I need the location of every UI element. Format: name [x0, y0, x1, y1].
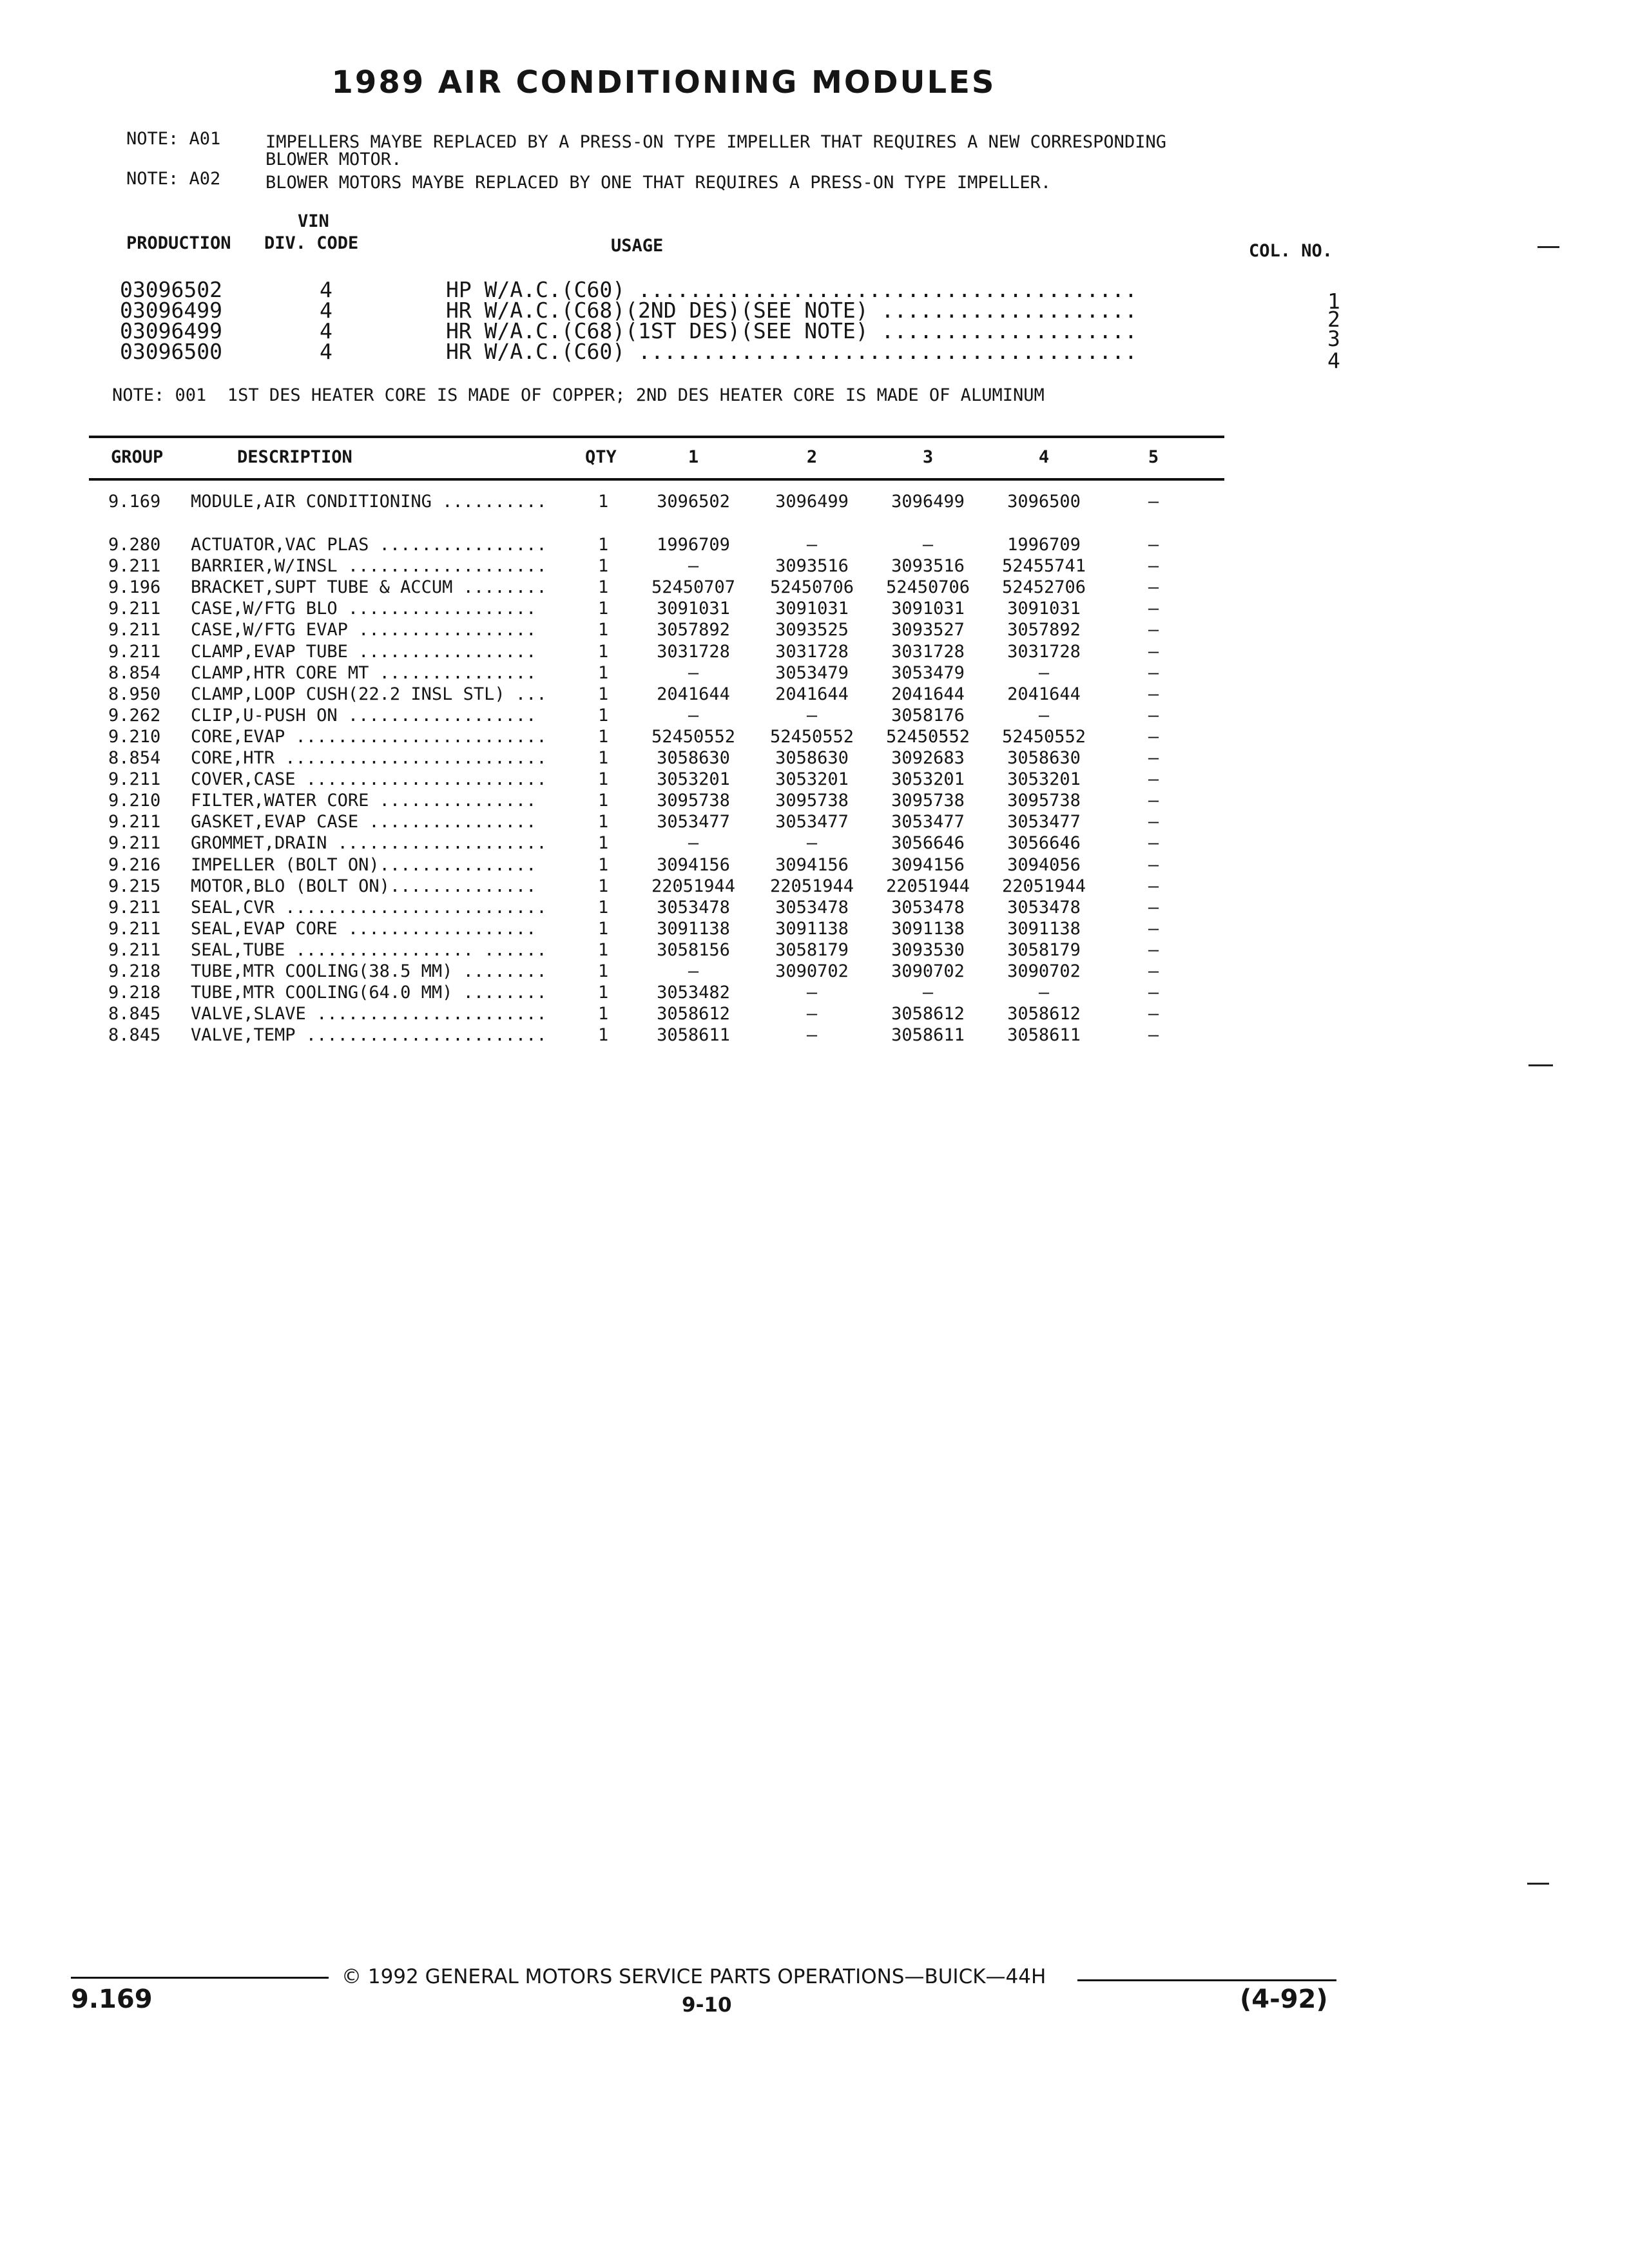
qty-cell: 1	[598, 919, 609, 939]
col-1-cell: 3058156	[657, 940, 730, 960]
table-row	[0, 748, 1629, 769]
footer-section: 9.169	[71, 1984, 153, 2014]
table-row	[0, 1025, 1629, 1046]
col-4-cell: 3058179	[1007, 940, 1081, 960]
qty-cell: 1	[598, 663, 609, 683]
qty-cell: 1	[598, 748, 609, 768]
col-3-header: 3	[922, 447, 934, 467]
vin-header: VIN	[298, 211, 329, 231]
col-4-cell: —	[1038, 706, 1050, 726]
col-3-cell: 52450706	[885, 577, 970, 597]
col-1-cell: 2041644	[657, 684, 730, 704]
col-3-cell: 22051944	[885, 876, 970, 896]
col-5-cell: —	[1148, 812, 1159, 832]
col-3-cell: 2041644	[891, 684, 965, 704]
description-cell: VALVE,SLAVE ......................	[191, 1004, 547, 1024]
group-cell: 9.216	[108, 855, 161, 875]
table-header-rule	[89, 478, 1224, 481]
col-3-cell: 3093527	[891, 620, 965, 640]
qty-cell: 1	[598, 855, 609, 875]
qty-cell: 1	[598, 791, 609, 811]
qty-cell: 1	[598, 1004, 609, 1024]
col-3-cell: 3058612	[891, 1004, 965, 1024]
col-3-cell: 3053478	[891, 898, 965, 918]
col-3-cell: 3058176	[891, 706, 965, 726]
group-cell: 9.280	[108, 535, 161, 555]
col-number: 2	[1327, 307, 1340, 332]
col-4-cell: 3058612	[1007, 1004, 1081, 1024]
col-4-cell: 3053477	[1007, 812, 1081, 832]
col-5-cell: —	[1148, 620, 1159, 640]
production-number: 03096500	[120, 339, 222, 364]
group-cell: 9.211	[108, 919, 161, 939]
production-number: 03096499	[120, 318, 222, 343]
description-cell: CORE,HTR .........................	[191, 748, 547, 768]
description-cell: TUBE,MTR COOLING(64.0 MM) ........	[191, 983, 547, 1003]
col-1-cell: 3053201	[657, 769, 730, 789]
margin-mark	[1528, 1064, 1553, 1066]
group-cell: 9.211	[108, 898, 161, 918]
qty-cell: 1	[598, 812, 609, 832]
qty-column-header: QTY	[585, 447, 617, 467]
col-1-cell: 1996709	[657, 535, 730, 555]
table-row	[0, 642, 1629, 663]
qty-cell: 1	[598, 898, 609, 918]
description-cell: ACTUATOR,VAC PLAS ................	[191, 535, 547, 555]
col-1-cell: 3053482	[657, 983, 730, 1003]
div-code: 4	[320, 277, 333, 302]
table-row	[0, 535, 1629, 556]
table-row	[0, 599, 1629, 620]
col-5-cell: —	[1148, 833, 1159, 853]
description-cell: CASE,W/FTG BLO ..................	[191, 599, 537, 619]
usage-text: HR W/A.C.(C60) .......................................	[446, 339, 1137, 364]
col-4-cell: 3058611	[1007, 1025, 1081, 1045]
group-cell: 9.169	[108, 492, 161, 512]
description-cell: CORE,EVAP ........................	[191, 727, 547, 747]
description-cell: IMPELLER (BOLT ON)...............	[191, 855, 537, 875]
col-2-cell: —	[806, 833, 818, 853]
col-4-cell: 3091031	[1007, 599, 1081, 619]
group-cell: 8.845	[108, 1025, 161, 1045]
col-2-cell: 3053479	[775, 663, 849, 683]
col-2-cell: 52450552	[769, 727, 854, 747]
col-5-cell: —	[1148, 855, 1159, 875]
col-4-cell: 2041644	[1007, 684, 1081, 704]
group-cell: 8.845	[108, 1004, 161, 1024]
usage-text: HR W/A.C.(C68)(2ND DES)(SEE NOTE) ....................	[446, 298, 1137, 323]
col-3-cell: 3095738	[891, 791, 965, 811]
col-3-cell: 3093530	[891, 940, 965, 960]
col-3-cell: 3053477	[891, 812, 965, 832]
description-cell: MODULE,AIR CONDITIONING ..........	[191, 492, 547, 512]
col-5-cell: —	[1148, 940, 1159, 960]
usage-text: HR W/A.C.(C68)(1ST DES)(SEE NOTE) ....................	[446, 318, 1137, 343]
group-cell: 9.211	[108, 940, 161, 960]
footer-date: (4-92)	[1240, 1984, 1328, 2014]
col-2-cell: 3058630	[775, 748, 849, 768]
col-4-cell: 3095738	[1007, 791, 1081, 811]
production-header: PRODUCTION	[126, 233, 231, 253]
table-row	[0, 556, 1629, 577]
col-4-cell: 3053478	[1007, 898, 1081, 918]
group-cell: 9.196	[108, 577, 161, 597]
description-cell: CLAMP,EVAP TUBE .................	[191, 642, 537, 662]
table-row	[0, 876, 1629, 898]
col-1-cell: 3058630	[657, 748, 730, 768]
col-2-cell: 3090702	[775, 961, 849, 981]
col-1-cell: 3058612	[657, 1004, 730, 1024]
description-cell: COVER,CASE .......................	[191, 769, 547, 789]
production-number: 03096502	[120, 277, 222, 302]
description-cell: CLAMP,HTR CORE MT ...............	[191, 663, 537, 683]
group-cell: 9.215	[108, 876, 161, 896]
col-1-cell: —	[688, 961, 699, 981]
description-column-header: DESCRIPTION	[237, 447, 352, 467]
table-row	[0, 983, 1629, 1004]
description-cell: BRACKET,SUPT TUBE & ACCUM ........	[191, 577, 547, 597]
col-1-cell: 3095738	[657, 791, 730, 811]
col-5-cell: —	[1148, 556, 1159, 576]
col-1-cell: 22051944	[651, 876, 736, 896]
col-2-cell: 3094156	[775, 855, 849, 875]
col-1-cell: —	[688, 706, 699, 726]
col-4-cell: 3053201	[1007, 769, 1081, 789]
note-a02-label: NOTE: A02	[126, 169, 221, 189]
col-4-cell: 3058630	[1007, 748, 1081, 768]
col-3-cell: 3031728	[891, 642, 965, 662]
table-row	[0, 727, 1629, 748]
description-cell: CASE,W/FTG EVAP .................	[191, 620, 537, 640]
col-4-cell: 3031728	[1007, 642, 1081, 662]
group-cell: 9.262	[108, 706, 161, 726]
col-4-cell: 1996709	[1007, 535, 1081, 555]
col-1-cell: 52450552	[651, 727, 736, 747]
col-5-cell: —	[1148, 983, 1159, 1003]
col-2-cell: 3095738	[775, 791, 849, 811]
table-row	[0, 898, 1629, 919]
col-5-cell: —	[1148, 663, 1159, 683]
col-5-cell: —	[1148, 599, 1159, 619]
col-5-cell: —	[1148, 535, 1159, 555]
description-cell: VALVE,TEMP .......................	[191, 1025, 547, 1045]
div-code: 4	[320, 339, 333, 364]
table-row	[0, 833, 1629, 854]
table-row	[0, 812, 1629, 833]
col-1-cell: 3091138	[657, 919, 730, 939]
col-3-cell: 3094156	[891, 855, 965, 875]
margin-mark	[1527, 1883, 1549, 1885]
qty-cell: 1	[598, 876, 609, 896]
col-number: 3	[1327, 326, 1340, 351]
col-3-cell: 3092683	[891, 748, 965, 768]
col-2-cell: 3031728	[775, 642, 849, 662]
usage-header: USAGE	[611, 236, 664, 256]
table-row	[0, 940, 1629, 961]
description-cell: SEAL,EVAP CORE ..................	[191, 919, 537, 939]
col-1-header: 1	[688, 447, 699, 467]
col-2-cell: 2041644	[775, 684, 849, 704]
col-5-cell: —	[1148, 898, 1159, 918]
col-number: 1	[1327, 289, 1340, 314]
qty-cell: 1	[598, 833, 609, 853]
col-2-cell: 52450706	[769, 577, 854, 597]
group-cell: 9.210	[108, 791, 161, 811]
description-cell: SEAL,CVR .........................	[191, 898, 547, 918]
group-cell: 8.950	[108, 684, 161, 704]
table-row-module	[0, 492, 1629, 513]
qty-cell: 1	[598, 556, 609, 576]
table-row	[0, 919, 1629, 940]
description-cell: TUBE,MTR COOLING(38.5 MM) ........	[191, 961, 547, 981]
col-4-cell: 52455741	[1001, 556, 1086, 576]
col-1-cell: 3053477	[657, 812, 730, 832]
table-row	[0, 663, 1629, 684]
note-a01-text-continued: BLOWER MOTOR.	[265, 149, 402, 169]
table-row	[0, 791, 1629, 812]
qty-cell: 1	[598, 620, 609, 640]
col-1-cell: 3096502	[657, 492, 730, 512]
col-3-cell: 3053201	[891, 769, 965, 789]
qty-cell: 1	[598, 642, 609, 662]
description-cell: GASKET,EVAP CASE ................	[191, 812, 537, 832]
col-5-cell: —	[1148, 642, 1159, 662]
col-5-cell: —	[1148, 791, 1159, 811]
group-cell: 9.211	[108, 556, 161, 576]
group-cell: 9.211	[108, 599, 161, 619]
qty-cell: 1	[598, 684, 609, 704]
group-cell: 9.211	[108, 812, 161, 832]
table-top-rule	[89, 436, 1224, 438]
col-4-header: 4	[1038, 447, 1050, 467]
footer-page-number: 9-10	[682, 1994, 732, 2017]
description-cell: CLAMP,LOOP CUSH(22.2 INSL STL) ...	[191, 684, 547, 704]
note-a02-text: BLOWER MOTORS MAYBE REPLACED BY ONE THAT REQUIRES A PRESS-ON TYPE IMPELLER.	[265, 173, 1052, 193]
col-2-cell: —	[806, 983, 818, 1003]
col-5-cell: —	[1148, 492, 1159, 512]
note-a01-label: NOTE: A01	[126, 129, 221, 149]
col-3-cell: 3096499	[891, 492, 965, 512]
qty-cell: 1	[598, 1025, 609, 1045]
col-5-cell: —	[1148, 684, 1159, 704]
col-2-cell: 3053478	[775, 898, 849, 918]
description-cell: FILTER,WATER CORE ...............	[191, 791, 537, 811]
col-4-cell: 3056646	[1007, 833, 1081, 853]
qty-cell: 1	[598, 961, 609, 981]
qty-cell: 1	[598, 535, 609, 555]
table-header	[0, 447, 1629, 468]
col-1-cell: —	[688, 833, 699, 853]
col-5-cell: —	[1148, 876, 1159, 896]
col-3-cell: 3091031	[891, 599, 965, 619]
usage-text: HP W/A.C.(C60) .......................................	[446, 277, 1137, 302]
col-1-cell: 3091031	[657, 599, 730, 619]
qty-cell: 1	[598, 577, 609, 597]
col-4-cell: 3091138	[1007, 919, 1081, 939]
col-3-cell: 3056646	[891, 833, 965, 853]
footer-copyright: © 1992 GENERAL MOTORS SERVICE PARTS OPERATIONS—BUICK—44H	[342, 1965, 1046, 1988]
col-number: 4	[1327, 348, 1340, 373]
group-column-header: GROUP	[111, 447, 164, 467]
div-code: 4	[320, 298, 333, 323]
col-3-cell: —	[922, 535, 934, 555]
page-title: 1989 AIR CONDITIONING MODULES	[331, 64, 996, 101]
col-3-cell: 3058611	[891, 1025, 965, 1045]
col-2-header: 2	[806, 447, 818, 467]
col-5-cell: —	[1148, 769, 1159, 789]
col-4-cell: 22051944	[1001, 876, 1086, 896]
col-4-cell: 52450552	[1001, 727, 1086, 747]
col-3-cell: 3053479	[891, 663, 965, 683]
col-5-cell: —	[1148, 961, 1159, 981]
col-no-header: COL. NO.	[1249, 241, 1333, 261]
col-4-cell: —	[1038, 983, 1050, 1003]
note-a01-text: IMPELLERS MAYBE REPLACED BY A PRESS-ON TYPE IMPELLER THAT REQUIRES A NEW CORRESPONDING	[265, 132, 1166, 152]
col-5-header: 5	[1148, 447, 1159, 467]
col-3-cell: —	[922, 983, 934, 1003]
col-2-cell: 3093525	[775, 620, 849, 640]
description-cell: MOTOR,BLO (BOLT ON)..............	[191, 876, 537, 896]
group-cell: 9.218	[108, 961, 161, 981]
col-1-cell: 3094156	[657, 855, 730, 875]
qty-cell: 1	[598, 983, 609, 1003]
col-2-cell: —	[806, 1025, 818, 1045]
col-2-cell: 3053477	[775, 812, 849, 832]
table-row	[0, 706, 1629, 727]
description-cell: GROMMET,DRAIN ....................	[191, 833, 547, 853]
qty-cell: 1	[598, 940, 609, 960]
col-1-cell: 3057892	[657, 620, 730, 640]
col-1-cell: —	[688, 556, 699, 576]
col-5-cell: —	[1148, 1025, 1159, 1045]
col-4-cell: 3090702	[1007, 961, 1081, 981]
group-cell: 9.211	[108, 833, 161, 853]
description-cell: SEAL,TUBE ................. ......	[191, 940, 547, 960]
col-2-cell: —	[806, 706, 818, 726]
col-2-cell: 3053201	[775, 769, 849, 789]
col-2-cell: 22051944	[769, 876, 854, 896]
group-cell: 9.210	[108, 727, 161, 747]
group-cell: 9.211	[108, 769, 161, 789]
col-5-cell: —	[1148, 727, 1159, 747]
group-cell: 8.854	[108, 663, 161, 683]
col-2-cell: 3096499	[775, 492, 849, 512]
col-3-cell: 3093516	[891, 556, 965, 576]
table-row	[0, 620, 1629, 641]
col-3-cell: 3091138	[891, 919, 965, 939]
qty-cell: 1	[598, 492, 609, 512]
col-2-cell: 3093516	[775, 556, 849, 576]
margin-mark	[1537, 246, 1559, 248]
qty-cell: 1	[598, 706, 609, 726]
col-1-cell: 3053478	[657, 898, 730, 918]
div-code-header: DIV. CODE	[264, 233, 359, 253]
col-4-cell: 52452706	[1001, 577, 1086, 597]
table-row	[0, 769, 1629, 791]
col-5-cell: —	[1148, 919, 1159, 939]
col-2-cell: —	[806, 535, 818, 555]
col-2-cell: 3091031	[775, 599, 849, 619]
group-cell: 9.211	[108, 620, 161, 640]
col-2-cell: 3058179	[775, 940, 849, 960]
group-cell: 8.854	[108, 748, 161, 768]
col-1-cell: 3058611	[657, 1025, 730, 1045]
col-4-cell: 3096500	[1007, 492, 1081, 512]
footer-rule-right	[1077, 1979, 1336, 1981]
qty-cell: 1	[598, 599, 609, 619]
production-number: 03096499	[120, 298, 222, 323]
qty-cell: 1	[598, 769, 609, 789]
col-2-cell: 3091138	[775, 919, 849, 939]
col-5-cell: —	[1148, 748, 1159, 768]
col-4-cell: 3057892	[1007, 620, 1081, 640]
col-4-cell: —	[1038, 663, 1050, 683]
col-5-cell: —	[1148, 577, 1159, 597]
col-3-cell: 52450552	[885, 727, 970, 747]
group-cell: 9.218	[108, 983, 161, 1003]
table-row	[0, 577, 1629, 599]
col-5-cell: —	[1148, 1004, 1159, 1024]
col-1-cell: 3031728	[657, 642, 730, 662]
qty-cell: 1	[598, 727, 609, 747]
col-1-cell: 52450707	[651, 577, 736, 597]
table-row	[0, 1004, 1629, 1025]
table-row	[0, 684, 1629, 706]
note-001: NOTE: 001 1ST DES HEATER CORE IS MADE OF COPPER; 2ND DES HEATER CORE IS MADE OF ALUMINUM	[112, 385, 1045, 405]
col-4-cell: 3094056	[1007, 855, 1081, 875]
col-3-cell: 3090702	[891, 961, 965, 981]
col-2-cell: —	[806, 1004, 818, 1024]
table-row	[0, 961, 1629, 983]
footer-rule-left	[71, 1977, 329, 1979]
description-cell: BARRIER,W/INSL ...................	[191, 556, 547, 576]
description-cell: CLIP,U-PUSH ON ..................	[191, 706, 537, 726]
table-row	[0, 855, 1629, 876]
div-code: 4	[320, 318, 333, 343]
col-1-cell: —	[688, 663, 699, 683]
group-cell: 9.211	[108, 642, 161, 662]
col-5-cell: —	[1148, 706, 1159, 726]
